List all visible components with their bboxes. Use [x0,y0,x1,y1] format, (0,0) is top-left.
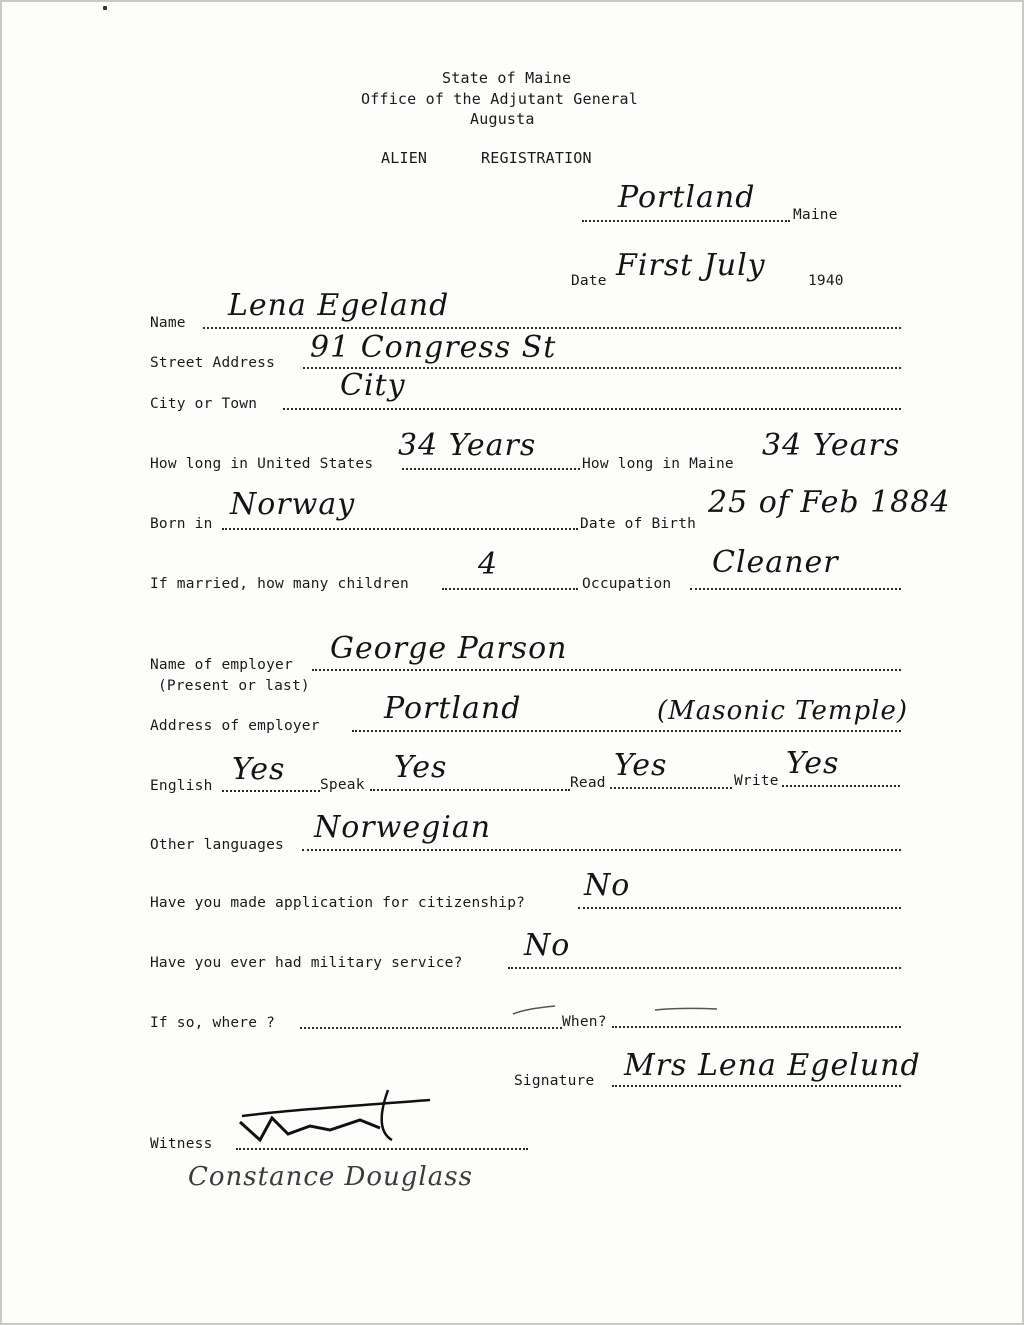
place-dotline [582,220,790,222]
date-year-print: 1940 [808,273,844,289]
us-years-label: How long in United States [150,456,374,472]
birth-date-label: Date of Birth [580,516,697,532]
name-dotline [203,327,901,329]
where-dotline [300,1027,562,1029]
name-value: Lena Egeland [228,288,450,323]
speak-value: Yes [394,750,448,785]
employer-label: Name of employer [150,657,293,673]
read-value: Yes [614,748,668,783]
occupation-label: Occupation [582,576,672,592]
military-label: Have you ever had military service? [150,955,463,971]
place-value: Portland [618,180,756,215]
citizenship-dotline [578,907,901,909]
city-label: City or Town [150,396,258,412]
other-languages-label: Other languages [150,837,284,853]
employer-address-value: Portland [384,691,522,726]
name-label: Name [150,315,186,331]
city-dotline [283,408,901,410]
title-registration: REGISTRATION [481,149,592,167]
employer-address-note: (Masonic Temple) [657,696,909,726]
scan-speck [103,6,107,10]
occupation-dotline [690,588,901,590]
signature-dotline [612,1085,901,1087]
write-value: Yes [786,746,840,781]
children-dotline [442,588,578,590]
birth-date-value: 25 of Feb 1884 [708,485,951,520]
maine-years-label: How long in Maine [582,456,734,472]
witness-scribble-mark [230,1082,440,1152]
english-dotline [222,790,320,792]
speak-label: Speak [320,777,365,793]
pencil-dash-marks [505,1000,735,1020]
signature-label: Signature [514,1073,595,1089]
citizenship-label: Have you made application for citizenship? [150,895,526,911]
employer-address-dotline [352,730,901,732]
speak-dotline [370,789,570,791]
signature-value: Mrs Lena Egelund [624,1048,921,1083]
where-label: If so, where ? [150,1015,276,1031]
date-value: First July [616,248,766,283]
read-label: Read [570,775,606,791]
street-value: 91 Congress St [310,330,557,365]
children-value: 4 [478,547,499,582]
us-years-dotline [402,468,580,470]
street-label: Street Address [150,355,276,371]
citizenship-value: No [584,868,631,903]
witness-label: Witness [150,1136,213,1152]
place-suffix: Maine [793,207,838,223]
children-label: If married, how many children [150,576,409,592]
header-state: State of Maine [442,69,572,87]
header-office: Office of the Adjutant General [361,90,638,108]
maine-years-value: 34 Years [762,428,901,463]
city-value: City [340,368,406,403]
born-in-value: Norway [230,487,356,522]
military-value: No [524,928,571,963]
date-label: Date [571,273,607,289]
other-languages-value: Norwegian [314,810,492,845]
born-in-label: Born in [150,516,213,532]
english-label: English [150,778,213,794]
header-city: Augusta [470,110,535,128]
when-label: When? [562,1014,607,1030]
born-in-dotline [222,528,578,530]
employer-value: George Parson [330,631,568,666]
employer-sublabel: (Present or last) [158,678,310,694]
when-dotline [612,1026,901,1028]
other-languages-dotline [302,849,901,851]
us-years-value: 34 Years [398,428,537,463]
read-dotline [610,787,732,789]
employer-dotline [312,669,901,671]
write-dotline [782,785,900,787]
employer-address-label: Address of employer [150,718,320,734]
occupation-value: Cleaner [712,545,839,580]
military-dotline [508,967,901,969]
english-value: Yes [232,752,286,787]
witness-value: Constance Douglass [188,1162,473,1192]
title-alien: ALIEN [381,149,428,167]
write-label: Write [734,773,779,789]
